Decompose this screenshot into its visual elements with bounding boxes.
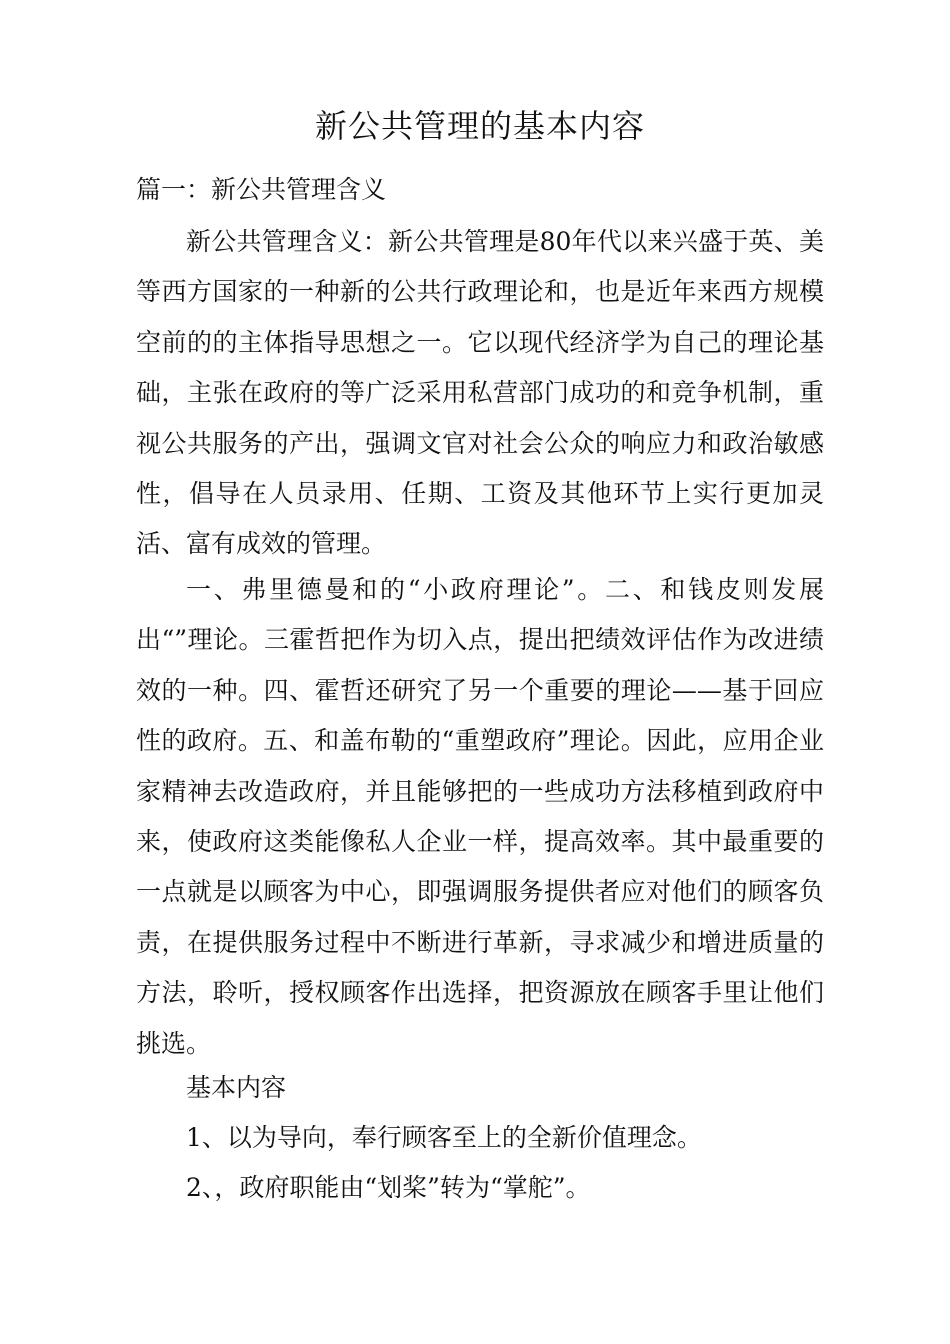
section-heading: 篇一：新公共管理含义	[136, 175, 387, 204]
list-item: 1、以为导向，奉行顾客至上的全新价值理念。	[186, 1123, 702, 1152]
subheading-basic-content: 基本内容	[186, 1073, 287, 1102]
document-title: 新公共管理的基本内容	[314, 107, 645, 145]
paragraph-theories: 一、弗里德曼和的“小政府理论”。二、和钱皮则发展出“”理论。三霍哲把作为切入点，提出把绩效评估作为改进绩效的一种。四、霍哲还研究了另一个重要的理论——基于回应性的政府。五、和盖布勒的“重塑政府”理论。因此，应用企业家精神去改造政府，并且能够把的一些成功方法移植到政府中来，使政府这类能像私人企业一样，提高效率。其中最重要的一点就是以顾客为中心，即强调服务提供者应对他们的顾客负责，在提供服务过程中不断进行革新，寻求减少和增进质量的方法，聆听，授权顾客作出选择，把资源放在顾客手里让他们挑选。	[136, 575, 824, 1058]
list-item: 2、，政府职能由“划桨”转为“掌舵”。	[186, 1173, 591, 1202]
paragraph-definition: 新公共管理含义：新公共管理是80年代以来兴盛于英、美等西方国家的一种新的公共行政理论和，也是近年来西方规模空前的的主体指导思想之一。它以现代经济学为自己的理论基础，主张在政府的等广泛采用私营部门成功的和竞争机制，重视公共服务的产出，强调文官对社会公众的响应力和政治敏感性，倡导在人员录用、任期、工资及其他环节上实行更加灵活、富有成效的管理。	[136, 227, 824, 559]
